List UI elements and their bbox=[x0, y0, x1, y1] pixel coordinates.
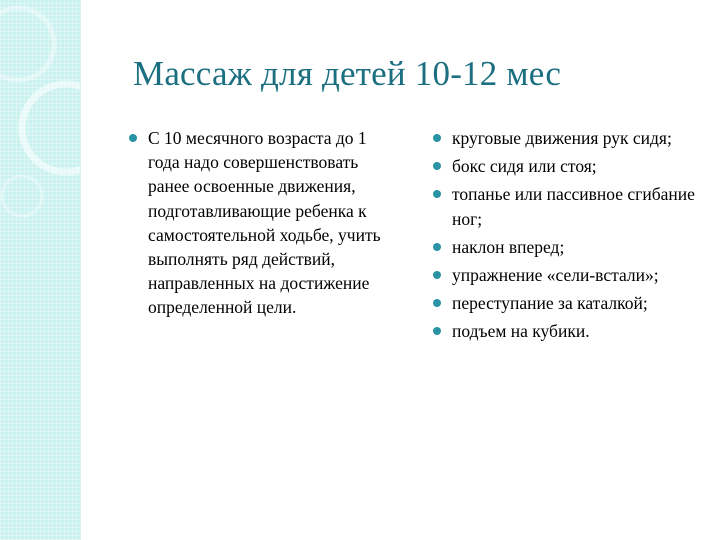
bullet-item bbox=[431, 263, 701, 287]
bullet-text: топанье или пассивное сгибание ног; bbox=[452, 184, 695, 229]
bullet-dot-icon bbox=[433, 271, 441, 279]
bullet-dot-icon bbox=[433, 134, 441, 142]
decorative-rings bbox=[0, 0, 80, 220]
bullet-dot-icon bbox=[433, 190, 441, 198]
slide-title: Массаж для детей 10-12 мес bbox=[133, 54, 562, 93]
bullet-text: подъем на кубики. bbox=[452, 321, 590, 342]
right-column bbox=[431, 126, 701, 348]
bullet-dot-icon bbox=[433, 243, 441, 251]
bullet-text: наклон вперед; bbox=[452, 236, 565, 257]
bullet-text: переступание за каталкой; bbox=[452, 293, 648, 314]
bullet-item bbox=[431, 182, 701, 230]
bullet-item bbox=[431, 154, 701, 178]
left-column bbox=[127, 126, 397, 324]
bullet-text: бокс сидя или стоя; bbox=[452, 156, 597, 177]
decorative-side-strip bbox=[0, 0, 81, 540]
bullet-dot-icon bbox=[129, 134, 137, 142]
bullet-item bbox=[431, 126, 701, 150]
bullet-text: круговые движения рук сидя; bbox=[452, 128, 672, 148]
bullet-dot-icon bbox=[433, 327, 441, 335]
bullet-dot-icon bbox=[433, 299, 441, 307]
bullet-item bbox=[431, 235, 701, 259]
bullet-item bbox=[127, 126, 397, 320]
bullet-item bbox=[431, 319, 701, 343]
bullet-dot-icon bbox=[433, 162, 441, 170]
bullet-item bbox=[431, 291, 701, 315]
bullet-text: упражнение «сели-встали»; bbox=[452, 265, 659, 286]
bullet-text: С 10 месячного возраста до 1 года надо совершенствовать ранее освоенные движения, подготавливающие ребенка к самостоятельной ходьбе, учить выполнять ряд действий, направленных на достижение определенной цели. bbox=[148, 128, 381, 318]
